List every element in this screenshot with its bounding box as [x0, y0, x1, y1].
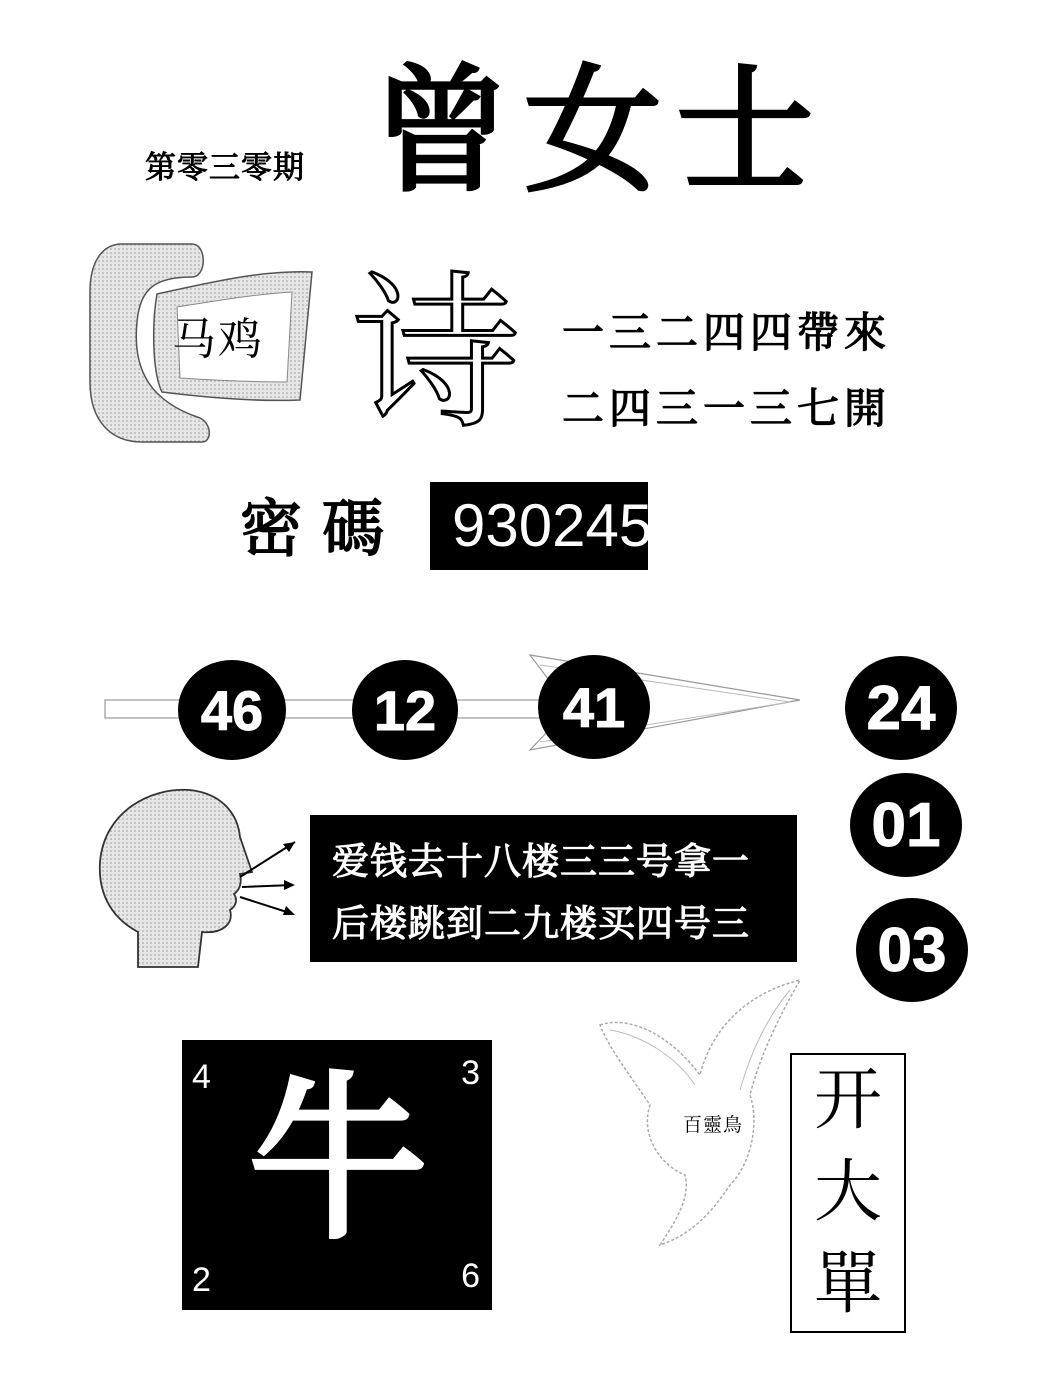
phone-label: 马鸡 — [172, 314, 264, 365]
poem-line-1: 一三二四四帶來 — [562, 308, 892, 357]
open-big-char-2: 大 — [813, 1153, 882, 1232]
poem-character: 诗 — [352, 256, 520, 452]
poem-line-2: 二四三一三七開 — [562, 384, 892, 433]
number-ball-column-1: 24 — [845, 656, 957, 760]
page-title: 曾女士 — [372, 49, 829, 212]
number-ball-column-2: 01 — [850, 773, 962, 877]
message-box — [310, 815, 797, 962]
issue-number: 第零三零期 — [145, 150, 305, 186]
speaking-head-illustration — [90, 782, 310, 972]
zodiac-character: 牛 — [248, 1054, 429, 1265]
secret-code-box — [430, 482, 686, 570]
message-line-1: 爱钱去十八楼三三号拿一 — [332, 840, 750, 883]
secret-code-label: 密碼 — [240, 492, 405, 565]
secret-code-value: 9302457 — [452, 492, 686, 559]
corner-number-top-left: 4 — [192, 1058, 211, 1096]
number-ball-row-1: 46 — [178, 660, 286, 760]
open-big-char-1: 开 — [813, 1061, 882, 1140]
message-line-2: 后楼跳到二九楼买四号三 — [332, 902, 750, 945]
corner-number-bottom-left: 2 — [192, 1261, 211, 1299]
open-big-char-3: 單 — [813, 1245, 882, 1324]
corner-number-bottom-right: 6 — [461, 1257, 480, 1295]
bird-label: 百靈鳥 — [683, 1114, 744, 1136]
number-ball-column-3: 03 — [856, 898, 968, 1002]
open-big-box — [790, 1053, 906, 1333]
number-ball-row-3: 41 — [538, 655, 650, 759]
corner-number-top-right: 3 — [461, 1054, 480, 1092]
number-ball-row-2: 12 — [352, 660, 458, 760]
